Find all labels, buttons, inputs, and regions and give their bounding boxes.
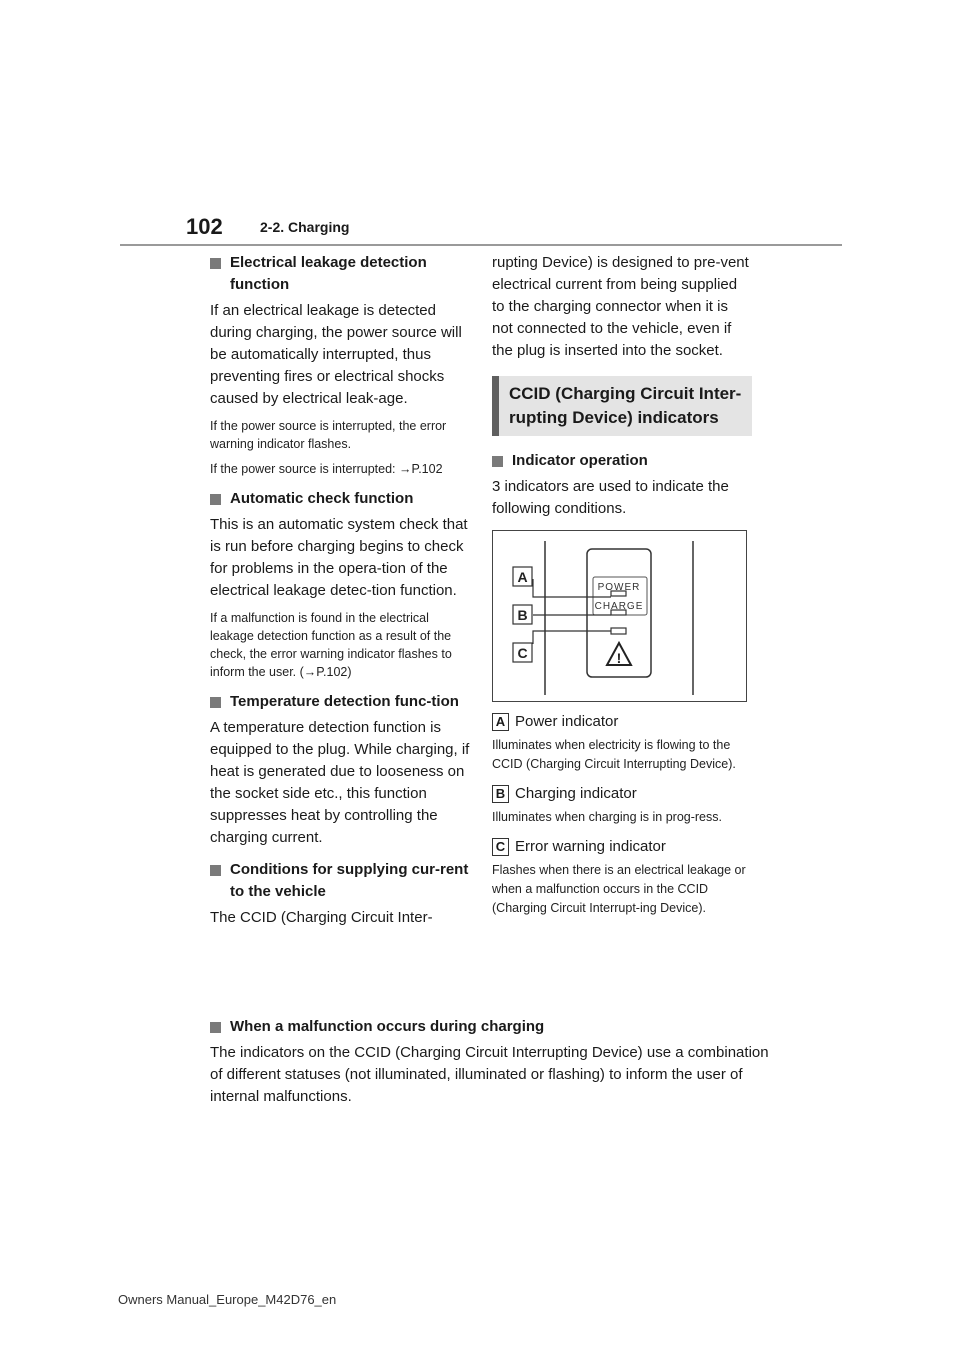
indicator-b-letter: B	[492, 785, 509, 803]
indicator-a-letter: A	[492, 713, 509, 731]
callout-label-a: A	[517, 569, 528, 585]
error-lamp	[611, 628, 626, 634]
temperature-heading: Temperature detection func-tion	[210, 691, 470, 713]
conditions-body-start: The CCID (Charging Circuit Inter-	[210, 909, 433, 926]
square-bullet-icon	[492, 456, 503, 467]
power-label: POWER	[597, 582, 641, 593]
square-bullet-icon	[210, 258, 221, 269]
square-bullet-icon	[210, 494, 221, 505]
indicator-c-row	[492, 837, 752, 857]
warning-glyph: !	[616, 650, 622, 666]
charge-label: CHARGE	[594, 601, 644, 612]
indicator-c-description: Flashes when there is an electrical leakage or when a malfunction occurs in the CCID (Charging Circuit Interrupt-ing Device).	[492, 863, 746, 915]
conditions-heading: Conditions for supplying cur-rent to the vehicle	[210, 859, 470, 903]
square-bullet-icon	[210, 697, 221, 708]
footer-manual-id: Owners Manual_Europe_M42D76_en	[118, 1292, 337, 1307]
malfunction-body: The indicators on the CCID (Charging Circuit Interrupting Device) use a combination of different statuses (not illuminated, illuminated or flashing) to inform the user of internal malfunctions.	[210, 1044, 769, 1105]
ccid-indicators-title: CCID (Charging Circuit Inter-rupting Device) indicators	[492, 376, 752, 436]
right-column	[492, 252, 752, 928]
electrical-leakage-note-2: If the power source is interrupted: →P.102	[210, 462, 443, 476]
indicator-operation-body: 3 indicators are used to indicate the following conditions.	[492, 478, 729, 517]
indicator-a-title: Power indicator	[515, 713, 619, 730]
page-number: 102	[186, 214, 223, 239]
indicator-operation-heading: Indicator operation	[492, 450, 752, 472]
ccid-indicator-figure	[492, 530, 747, 702]
header-rule	[120, 244, 842, 246]
indicator-b-row	[492, 784, 752, 804]
indicator-a-description: Illuminates when electricity is flowing to the CCID (Charging Circuit Interrupting Device).	[492, 738, 736, 771]
automatic-check-note: If a malfunction is found in the electrical leakage detection function as a result of the check, the error warning indicator flashes to inform the user. (→P.102)	[210, 611, 452, 679]
automatic-check-body: This is an automatic system check that is run before charging begins to check for problems in the opera-tion of the electrical leakage detec-tion function.	[210, 516, 468, 599]
callout-label-c: C	[517, 645, 528, 661]
section-label: 2-2. Charging	[260, 219, 350, 235]
electrical-leakage-body: If an electrical leakage is detected during charging, the power source will be automatically interrupted, thus preventing fires or electrical shocks caused by electrical leak-age.	[210, 302, 462, 407]
square-bullet-icon	[210, 1022, 221, 1033]
malfunction-section	[210, 1016, 770, 1115]
indicator-b-title: Charging indicator	[515, 785, 637, 802]
ccid-indicator-illustration	[493, 531, 748, 703]
indicator-c-title: Error warning indicator	[515, 838, 666, 855]
square-bullet-icon	[210, 865, 221, 876]
malfunction-heading: When a malfunction occurs during charging	[210, 1016, 770, 1038]
temperature-body: A temperature detection function is equipped to the plug. While charging, if heat is generated due to looseness on the socket side etc., this function suppresses heat by controlling the charging current.	[210, 719, 470, 846]
automatic-check-heading: Automatic check function	[210, 488, 470, 510]
indicator-b-description: Illuminates when charging is in prog-ress.	[492, 810, 722, 824]
callout-label-b: B	[517, 607, 528, 623]
indicator-c-letter: C	[492, 838, 509, 856]
conditions-body-continued: rupting Device) is designed to pre-vent electrical current from being supplied to the charging connector when it is not connected to the vehicle, even if the plug is inserted into the socket.	[492, 254, 749, 359]
left-column	[210, 252, 470, 936]
indicator-a-row	[492, 712, 752, 732]
electrical-leakage-note-1: If the power source is interrupted, the error warning indicator flashes.	[210, 419, 447, 451]
electrical-leakage-heading: Electrical leakage detection function	[210, 252, 470, 296]
